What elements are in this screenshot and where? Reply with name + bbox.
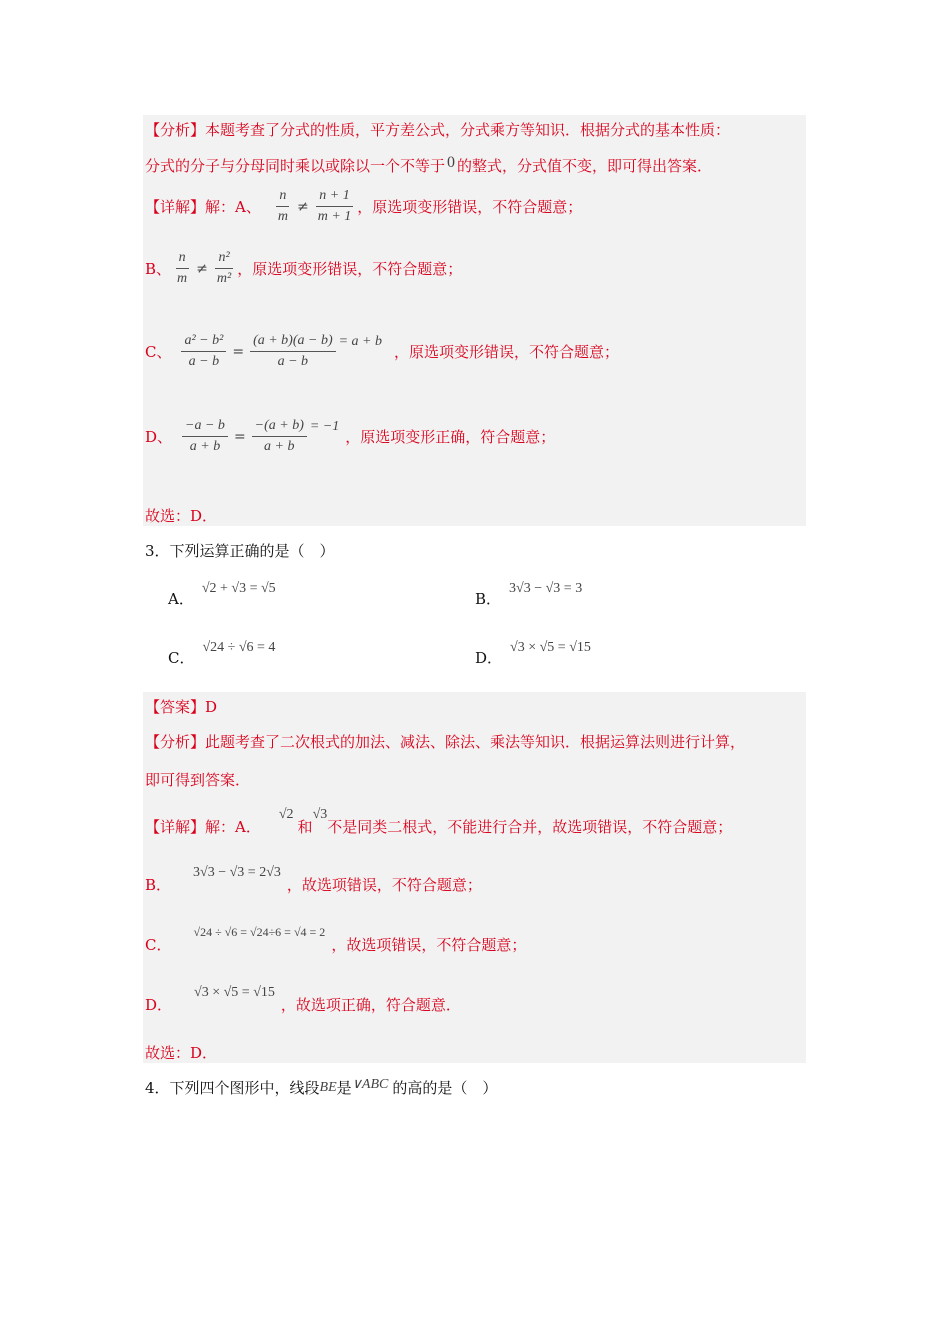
math-result: = −1: [309, 418, 340, 434]
fraction: [315, 188, 355, 225]
fraction: [250, 333, 336, 370]
denominator: m + 1: [317, 209, 352, 224]
math-segment: BE: [319, 1079, 337, 1095]
detail-text: ，原选项变形错误，不符合题意；: [357, 198, 583, 216]
q2-analysis-line2: [145, 155, 712, 176]
denominator: a + b: [189, 439, 221, 454]
option-label: A．: [168, 590, 194, 608]
option-prefix: C．: [145, 936, 172, 954]
denominator: m²: [216, 271, 232, 286]
detail-text: ，原选项变形错误，不符合题意；: [237, 260, 463, 278]
option-expr: √3 × √5 = √15: [510, 639, 591, 655]
q3-analysis-line1: [145, 731, 745, 752]
numerator: a² − b²: [181, 333, 226, 352]
analysis-label: 【分析】: [145, 733, 206, 751]
numerator: n²: [215, 250, 232, 269]
fraction: [252, 418, 307, 455]
q3-analysis-line2: 即可得到答案．: [145, 771, 251, 789]
q3-option-d: [475, 637, 591, 667]
option-prefix: B、: [145, 260, 172, 278]
math-result: = a + b: [338, 333, 383, 349]
q2-detail-b: [145, 250, 462, 287]
analysis-text: 分式的分子与分母同时乘以或除以一个不等于: [145, 157, 446, 175]
q2-detail-d: [145, 418, 555, 455]
q3-detail-a: [145, 804, 733, 836]
math-zero: 0: [447, 153, 456, 171]
option-label: B．: [475, 590, 502, 608]
fraction: [182, 418, 228, 455]
detail-label: 【详解】: [145, 818, 206, 836]
fraction: [275, 188, 291, 225]
detail-text: 不是同类二根式，不能进行合并，故选项错误，不符合题意；: [327, 818, 733, 836]
answer-label: 【答案】: [145, 698, 206, 716]
detail-label: 【详解】: [145, 198, 206, 216]
math-triangle: ∨ABC: [351, 1077, 389, 1092]
detail-text: ，故选项错误，不符合题意；: [331, 936, 527, 954]
q3-answer: [145, 696, 217, 717]
q2-analysis-line1: [145, 119, 730, 140]
stem-text: 4．下列四个图形中，线段: [145, 1079, 320, 1097]
option-expr: 3√3 − √3 = 3: [509, 580, 583, 596]
option-prefix: D．: [145, 996, 173, 1014]
denominator: m: [277, 209, 288, 224]
q2-detail-c: [145, 333, 619, 370]
option-label: C．: [168, 649, 195, 667]
operator: ≠: [296, 198, 309, 215]
detail-text: ，原选项变形正确，符合题意；: [345, 428, 556, 446]
analysis-text: 此题考查了二次根式的加法、减法、除法、乘法等知识．根据运算法则进行计算，: [205, 733, 746, 751]
q3-option-c: [168, 637, 276, 667]
q2-detail-a: [145, 188, 582, 225]
denominator: a − b: [277, 354, 309, 369]
fraction: [214, 250, 234, 287]
q2-conclusion: 故选：D．: [145, 507, 218, 525]
detail-text: ，故选项错误，不符合题意；: [286, 876, 482, 894]
math-expr: √3: [312, 806, 328, 822]
numerator: n: [276, 188, 289, 207]
math-expr: √24 ÷ √6 = √24÷6 = √4 = 2: [193, 925, 326, 939]
detail-text: 和: [297, 818, 313, 836]
answer-value: D: [205, 697, 218, 716]
q3-detail-c: [145, 922, 527, 954]
option-prefix: B．: [145, 876, 172, 894]
q3-stem: 3．下列运算正确的是（ ）: [145, 542, 335, 560]
denominator: m: [177, 271, 188, 286]
option-prefix: 解：A、: [205, 198, 261, 216]
q3-detail-d: [145, 982, 461, 1014]
q3-option-b: [475, 578, 583, 608]
detail-text: ，故选项正确，符合题意．: [280, 996, 461, 1014]
q4-stem: [145, 1077, 497, 1098]
fraction: [181, 333, 226, 370]
numerator: (a + b)(a − b): [250, 333, 336, 352]
stem-text: 是: [336, 1079, 352, 1097]
q3-option-a: [168, 578, 276, 608]
q2-solution-box: [143, 115, 806, 526]
option-label: D．: [475, 649, 503, 667]
operator: =: [232, 343, 245, 360]
math-expr: 3√3 − √3 = 2√3: [193, 864, 281, 880]
option-prefix: C、: [145, 343, 172, 361]
operator: =: [233, 428, 246, 445]
math-expr: √3 × √5 = √15: [194, 984, 275, 1000]
numerator: −a − b: [182, 418, 228, 437]
option-expr: √24 ÷ √6 = 4: [202, 639, 276, 655]
numerator: −(a + b): [252, 418, 307, 437]
option-expr: √2 + √3 = √5: [201, 580, 276, 596]
analysis-label: 【分析】: [145, 121, 206, 139]
detail-text: ，原选项变形错误，不符合题意；: [394, 343, 620, 361]
denominator: a − b: [188, 354, 220, 369]
math-expr: √2: [278, 806, 294, 822]
option-prefix: 解：A．: [205, 818, 261, 836]
option-prefix: D、: [145, 428, 173, 446]
q3-detail-b: [145, 862, 482, 894]
operator: ≠: [196, 260, 208, 277]
denominator: a + b: [264, 439, 295, 454]
fraction: [174, 250, 190, 287]
analysis-text: 本题考查了分式的性质，平方差公式，分式乘方等知识．根据分式的基本性质：: [205, 121, 731, 139]
numerator: n + 1: [316, 188, 352, 207]
analysis-text: 的整式，分式值不变，即可得出答案．: [457, 157, 713, 175]
stem-text: 的高的是（ ）: [392, 1079, 498, 1097]
numerator: n: [176, 250, 189, 269]
q3-conclusion: 故选：D．: [145, 1044, 218, 1062]
